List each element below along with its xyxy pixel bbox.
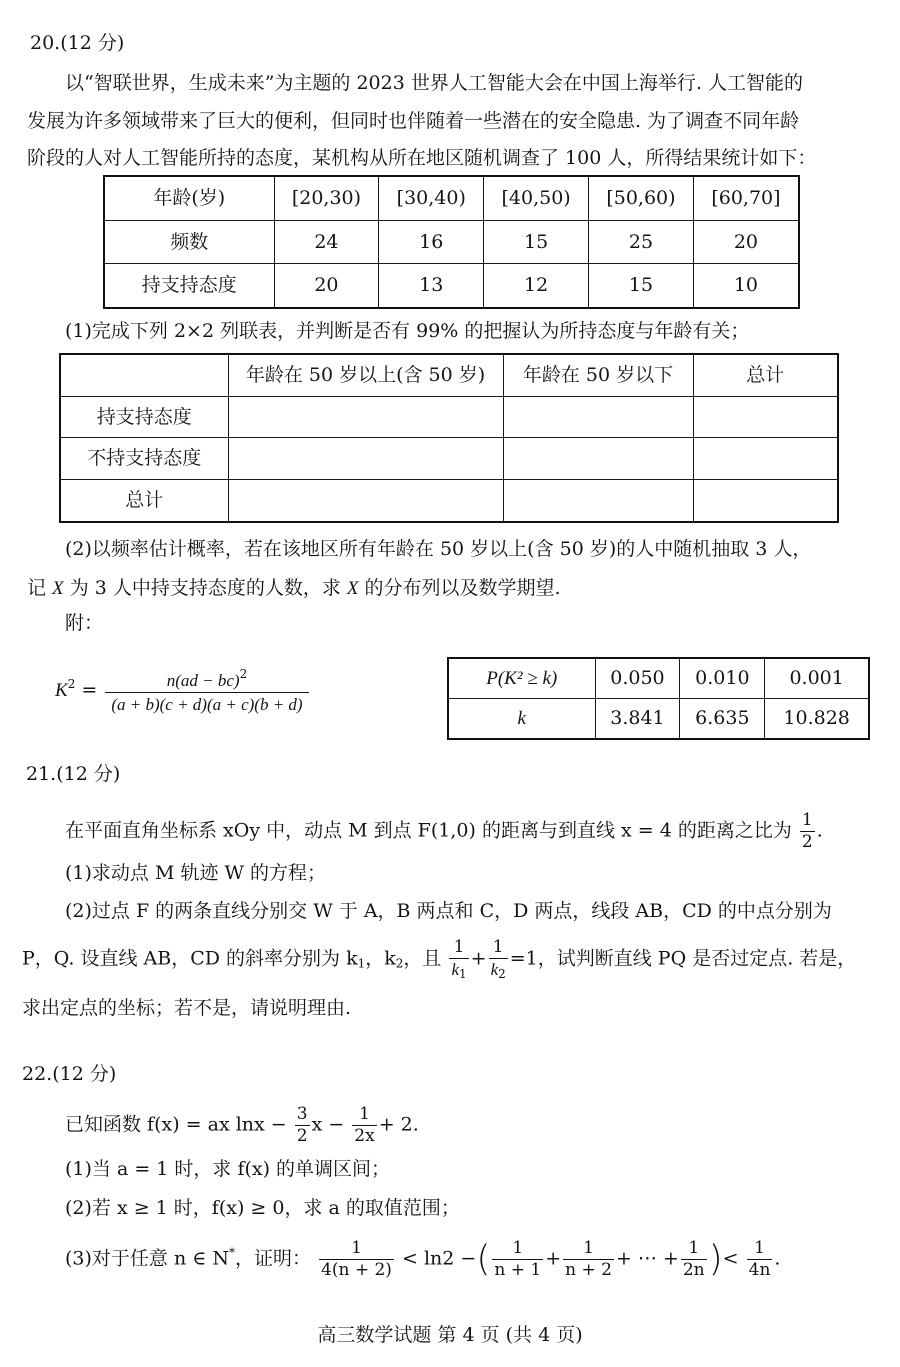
critical-cell: 0.010 xyxy=(680,658,765,699)
contingency-blank-cell[interactable] xyxy=(693,480,838,522)
series-term-last: $\frac{1}{2n}$ xyxy=(682,1238,705,1280)
critical-row-label: k xyxy=(448,699,595,740)
critical-cell: 0.001 xyxy=(765,658,869,699)
q22-header: 22.(12 分) xyxy=(22,1063,117,1085)
critical-row-p xyxy=(448,658,869,699)
reciprocal-k1: $\frac{1}{k_1}$ xyxy=(451,937,467,981)
chi-square-formula: $K^2$ = $\frac{n(ad - bc)^2}{(a + b)(c + d)(a + c)(b + d)}$ xyxy=(55,668,311,714)
contingency-header-cell: 年龄在 50 岁以上(含 50 岁) xyxy=(228,354,503,396)
contingency-blank-cell[interactable] xyxy=(693,396,838,438)
survey-cell: 16 xyxy=(379,220,484,263)
critical-value-table xyxy=(447,657,870,740)
contingency-row xyxy=(60,396,838,438)
q20-part2-line2: 记 X 为 3 人中持支持态度的人数，求 X 的分布列以及数学期望. xyxy=(27,577,561,599)
q21-stem: 在平面直角坐标系 xOy 中，动点 M 到点 F(1,0) 的距离与到直线 x = 4 的距离之比为 $\frac{1}{2}$ . xyxy=(65,810,823,852)
critical-row-k xyxy=(448,699,869,740)
survey-cell: 持支持态度 xyxy=(104,264,274,308)
survey-cell: 20 xyxy=(693,220,799,263)
series-term-1: $\frac{1}{n + 1}$ xyxy=(494,1238,542,1280)
survey-cell: 24 xyxy=(274,220,379,263)
survey-cell: [60,70] xyxy=(693,176,799,220)
chi-square-fraction: $\frac{n(ad - bc)^2}{(a + b)(c + d)(a + c)(b + d)}$ xyxy=(105,668,308,714)
contingency-row xyxy=(60,438,838,480)
survey-cell: 20 xyxy=(274,264,379,308)
q20-intro-line2: 发展为许多领域带来了巨大的便利，但同时也伴随着一些潜在的安全隐患. 为了调查不同年龄 xyxy=(27,110,800,132)
q20-intro-line1: 以“智联世界，生成未来”为主题的 2023 世界人工智能大会在中国上海举行. 人工智能的 xyxy=(65,72,803,94)
critical-cell: 0.050 xyxy=(595,658,680,699)
critical-cell: 3.841 xyxy=(595,699,680,740)
contingency-header-cell xyxy=(60,354,228,396)
contingency-table xyxy=(59,353,839,523)
fraction-three-halves: $\frac{3}{2}$ xyxy=(296,1104,308,1146)
q20-intro-line3: 阶段的人对人工智能所持的态度，某机构从所在地区随机调查了 100 人，所得结果统计如下： xyxy=(27,147,817,169)
series-term-2: $\frac{1}{n + 2}$ xyxy=(565,1238,612,1280)
contingency-header-cell: 总计 xyxy=(693,354,838,396)
survey-cell: 12 xyxy=(484,264,589,308)
contingency-blank-cell[interactable] xyxy=(228,438,503,480)
q21-part2-line2: P，Q. 设直线 AB，CD 的斜率分别为 $k_1$，$k_2$，且 $\frac{1}{k_1}$ + $\frac{1}{k_2}$ =1，试判断直线 PQ 是否过定点. 若是， xyxy=(22,937,857,981)
q21-part1: (1)求动点 M 轨迹 W 的方程； xyxy=(65,862,327,884)
q20-part2-line1: (2)以频率估计概率，若在该地区所有年龄在 50 岁以上(含 50 岁)的人中随机抽取 3 人， xyxy=(65,538,812,560)
survey-cell: 15 xyxy=(589,264,694,308)
contingency-blank-cell[interactable] xyxy=(503,438,693,480)
survey-row-age xyxy=(104,176,799,220)
survey-row-support xyxy=(104,264,799,308)
contingency-blank-cell[interactable] xyxy=(693,438,838,480)
survey-table xyxy=(103,175,800,309)
lower-bound-fraction: $\frac{1}{4(n + 2)}$ xyxy=(321,1238,392,1280)
q21-part2-line1: (2)过点 F 的两条直线分别交 W 于 A，B 两点和 C，D 两点，线段 AB，CD 的中点分别为 xyxy=(65,900,832,922)
contingency-blank-cell[interactable] xyxy=(503,396,693,438)
contingency-header-row xyxy=(60,354,838,396)
survey-cell: [20,30) xyxy=(274,176,379,220)
survey-cell: 15 xyxy=(484,220,589,263)
fraction-one-over-2x: $\frac{1}{2x}$ xyxy=(354,1104,375,1146)
survey-cell: 13 xyxy=(379,264,484,308)
survey-row-frequency xyxy=(104,220,799,263)
survey-cell: 频数 xyxy=(104,220,274,263)
survey-cell: [30,40) xyxy=(379,176,484,220)
contingency-header-cell: 年龄在 50 岁以下 xyxy=(503,354,693,396)
survey-cell: 年龄(岁) xyxy=(104,176,274,220)
appendix-label: 附： xyxy=(65,612,104,634)
critical-row-label: P(K² ≥ k) xyxy=(448,658,595,699)
contingency-row-label: 总计 xyxy=(60,480,228,522)
ratio-fraction: $\frac{1}{2}$ xyxy=(801,810,813,852)
survey-cell: [50,60) xyxy=(589,176,694,220)
contingency-row-label: 持支持态度 xyxy=(60,396,228,438)
q22-stem: 已知函数 f(x) = ax lnx − $\frac{3}{2}$ x − $\frac{1}{2x}$ + 2. xyxy=(65,1104,419,1146)
page-footer: 高三数学试题 第 4 页 (共 4 页) xyxy=(317,1324,583,1346)
critical-cell: 10.828 xyxy=(765,699,869,740)
contingency-blank-cell[interactable] xyxy=(228,396,503,438)
q22-part3: (3)对于任意 n ∈ N*，证明： $\frac{1}{4(n + 2)}$ < ln2 −( $\frac{1}{n + 1}$ + $\frac{1}{n + 2}$ + ⋯ + $\frac{1}{2n}$ )< $\frac{1}{4n}$ . xyxy=(65,1238,781,1280)
reciprocal-k2: $\frac{1}{k_2}$ xyxy=(490,937,506,981)
contingency-blank-cell[interactable] xyxy=(503,480,693,522)
q21-header: 21.(12 分) xyxy=(26,763,121,785)
survey-cell: 25 xyxy=(589,220,694,263)
q21-part2-line3: 求出定点的坐标；若不是，请说明理由. xyxy=(22,997,352,1019)
q20-header: 20.(12 分) xyxy=(30,32,125,54)
critical-cell: 6.635 xyxy=(680,699,765,740)
contingency-row-label: 不持支持态度 xyxy=(60,438,228,480)
upper-bound-fraction: $\frac{1}{4n}$ xyxy=(748,1238,771,1280)
survey-cell: [40,50) xyxy=(484,176,589,220)
contingency-blank-cell[interactable] xyxy=(228,480,503,522)
q22-part2: (2)若 x ≥ 1 时，f(x) ≥ 0，求 a 的取值范围； xyxy=(65,1197,460,1219)
contingency-row xyxy=(60,480,838,522)
q22-part1: (1)当 a = 1 时，求 f(x) 的单调区间； xyxy=(65,1158,391,1180)
q20-part1: (1)完成下列 2×2 列联表，并判断是否有 99% 的把握认为所持态度与年龄有关； xyxy=(65,320,750,342)
survey-cell: 10 xyxy=(693,264,799,308)
